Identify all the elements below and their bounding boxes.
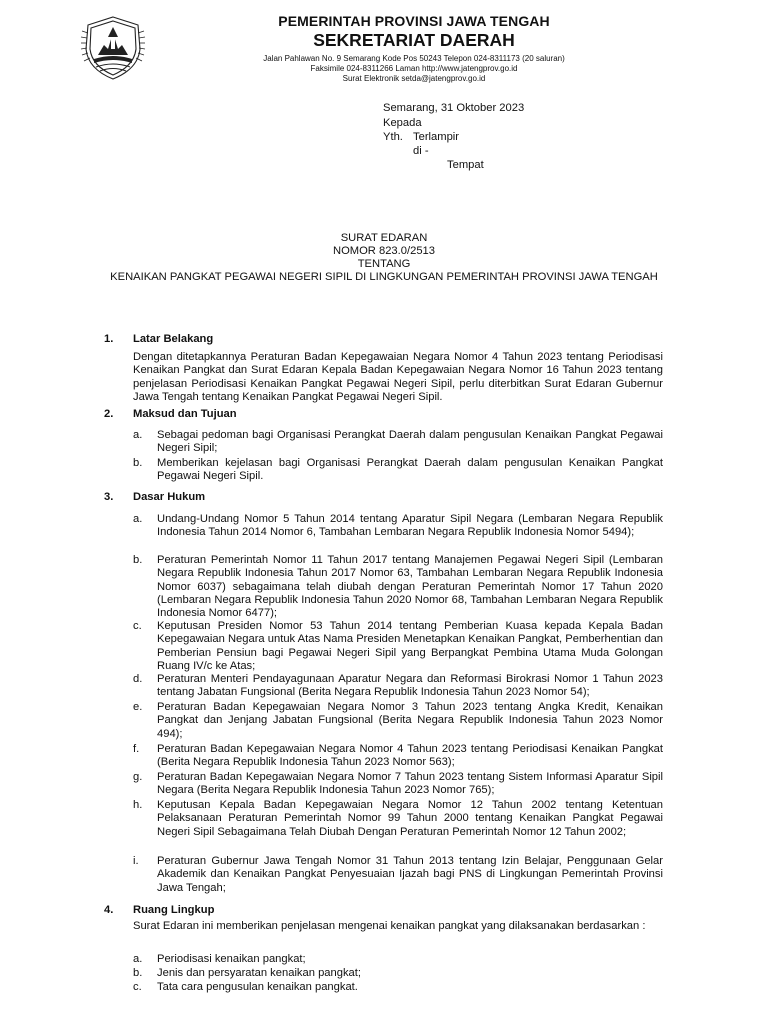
list-text: Peraturan Badan Kepegawaian Negara Nomor 4 Tahun 2023 tentang Periodisasi Kenaikan Pangkat (Berita Negara Republik Indonesia Tahun 2023 Nomor 563); [157,743,663,769]
list-item [133,771,663,798]
address-line: Jalan Pahlawan No. 9 Semarang Kode Pos 50243 Telepon 024-8311173 (20 saluran) [263,54,565,63]
section-number: 1. [104,333,114,345]
list-letter: a. [133,513,143,525]
list-text: Memberikan kejelasan bagi Organisasi Perangkat Daerah dalam pengusulan Kenaikan Pangkat Pegawai Negeri Sipil. [157,457,663,483]
list-item [133,673,663,700]
list-letter: b. [133,457,143,469]
list-letter: i. [133,855,139,867]
list-item [133,967,663,980]
list-letter: c. [133,620,142,632]
list-item [133,701,663,741]
title-number: NOMOR 823.0/2513 [333,245,435,257]
list-item [133,953,663,966]
list-letter: b. [133,967,143,979]
list-text: Peraturan Pemerintah Nomor 11 Tahun 2017 tentang Manajemen Pegawai Negeri Sipil (Lembaran Negara Republik Indonesia Tahun 2017 Nomor 63, Tambahan Lembaran Negara Republik Indonesia Nomor 6037) sebagaimana telah diubah dengan Peraturan Pemerintah Nomor 17 Tahun 2020 (Lembaran Negara Republik Indonesia Tahun 2020 Nomor 68, Tambahan Lembaran Negara Republik Indonesia Nomor 6477); [157,554,663,620]
list-text: Peraturan Badan Kepegawaian Negara Nomor 3 Tahun 2023 tentang Angka Kredit, Kenaikan Pangkat dan Jenjang Jabatan Fungsional (Berita Negara Republik Indonesia Tahun 2023 Nomor 494); [157,701,663,740]
section-heading: Latar Belakang [133,333,214,345]
list-item [133,620,663,673]
section-number: 3. [104,491,114,503]
list-letter: b. [133,554,143,566]
section-paragraph: Dengan ditetapkannya Peraturan Badan Kepegawaian Negara Nomor 4 Tahun 2023 tentang Periodisasi Kenaikan Pangkat dan Surat Edaran Kepala Badan Kepegawaian Negara Nomor 16 Tahun 2023 tentang penjelasan Periodisasi Kenaikan Pangkat Pegawai Negeri Sipil, perlu diterbitkan Surat Edaran Gubernur Jawa Tengah tentang Kenaikan Pangkat Pegawai Negeri Sipil. [133,351,663,403]
list-letter: d. [133,673,143,685]
section-heading: Dasar Hukum [133,491,206,503]
list-text: Peraturan Menteri Pendayagunaan Aparatur Negara dan Reformasi Birokrasi Nomor 1 Tahun 2023 tentang Jabatan Fungsional (Berita Negara Republik Indonesia Tahun 2023 Nomor 54); [157,673,663,699]
recipient-di: di - [413,145,429,157]
list-item [133,981,663,994]
list-text: Tata cara pengusulan kenaikan pangkat. [157,981,358,993]
email-line: Surat Elektronik setda@jatengprov.go.id [342,74,486,83]
list-text: Peraturan Gubernur Jawa Tengah Nomor 31 Tahun 2013 tentang Izin Belajar, Penggunaan Gelar Akademik dan Kenaikan Pangkat Penyesuaian Ijazah bagi PNS di Lingkungan Pemerintah Provinsi Jawa Tengah; [157,855,663,894]
list-text: Undang-Undang Nomor 5 Tahun 2014 tentang Aparatur Sipil Negara (Lembaran Negara Republik Indonesia Tahun 2014 Nomor 6, Tambahan Lembaran Negara Republik Indonesia Nomor 5494); [157,513,663,539]
section-number: 2. [104,408,114,420]
list-letter: c. [133,981,142,993]
title-subject: KENAIKAN PANGKAT PEGAWAI NEGERI SIPIL DI LINGKUNGAN PEMERINTAH PROVINSI JAWA TENGAH [110,271,658,283]
list-item [133,855,663,895]
section-paragraph: Surat Edaran ini memberikan penjelasan mengenai kenaikan pangkat yang dilaksanakan berdasarkan : [133,920,646,932]
list-item [133,554,663,620]
section-heading: Maksud dan Tujuan [133,408,237,420]
title-line: SURAT EDARAN [340,232,428,244]
list-item [133,743,663,770]
list-letter: a. [133,953,143,965]
fax-website-line: Faksimile 024-8311266 Laman http://www.jatengprov.go.id [310,64,518,73]
list-text: Sebagai pedoman bagi Organisasi Perangkat Daerah dalam pengusulan Kenaikan Pangkat Pegawai Negeri Sipil; [157,429,663,455]
list-letter: e. [133,701,143,713]
recipient-name: Terlampir [413,131,459,143]
document-title [40,232,728,284]
recipient-place: Tempat [447,159,484,171]
letterhead [160,13,668,84]
jawa-tengah-coat-of-arms-icon [78,15,148,81]
list-letter: h. [133,799,143,811]
list-item [133,457,663,484]
recipient-yth: Yth. [383,131,403,143]
list-letter: a. [133,429,143,441]
list-text: Jenis dan persyaratan kenaikan pangkat; [157,967,361,979]
recipient-kepada: Kepada [383,117,422,129]
government-name: PEMERINTAH PROVINSI JAWA TENGAH [278,13,550,29]
list-text: Periodisasi kenaikan pangkat; [157,953,306,965]
list-item [133,799,663,839]
list-letter: f. [133,743,140,755]
section-heading: Ruang Lingkup [133,904,215,916]
list-text: Peraturan Badan Kepegawaian Negara Nomor 7 Tahun 2023 tentang Sistem Informasi Aparatur Sipil Negara (Berita Negara Republik Indonesia Tahun 2023 Nomor 765); [157,771,663,797]
list-text: Keputusan Presiden Nomor 53 Tahun 2014 tentang Pemberian Kuasa kepada Kepala Badan Kepegawaian Negara untuk Atas Nama Presiden Menetapkan Kenaikan Pangkat, Pemberhentian dan Pemberian Pensiun bagi Pegawai Negeri Sipil yang Berpangkat Pembina Utama Muda Golongan Ruang IV/c ke Atas; [157,620,663,672]
list-item [133,429,663,456]
letter-date: Semarang, 31 Oktober 2023 [383,102,525,114]
office-name: SEKRETARIAT DAERAH [313,30,515,50]
list-letter: g. [133,771,143,783]
list-item [133,513,663,540]
list-text: Keputusan Kepala Badan Kepegawaian Negara Nomor 12 Tahun 2002 tentang Ketentuan Pelaksanaan Peraturan Pemerintah Nomor 99 Tahun 2000 tentang Kenaikan Pangkat Pegawai Negeri Sipil Sebagaimana Telah Diubah Dengan Peraturan Pemerintah Nomor 12 Tahun 2002; [157,799,663,838]
section-number: 4. [104,904,114,916]
title-about: TENTANG [357,258,411,270]
